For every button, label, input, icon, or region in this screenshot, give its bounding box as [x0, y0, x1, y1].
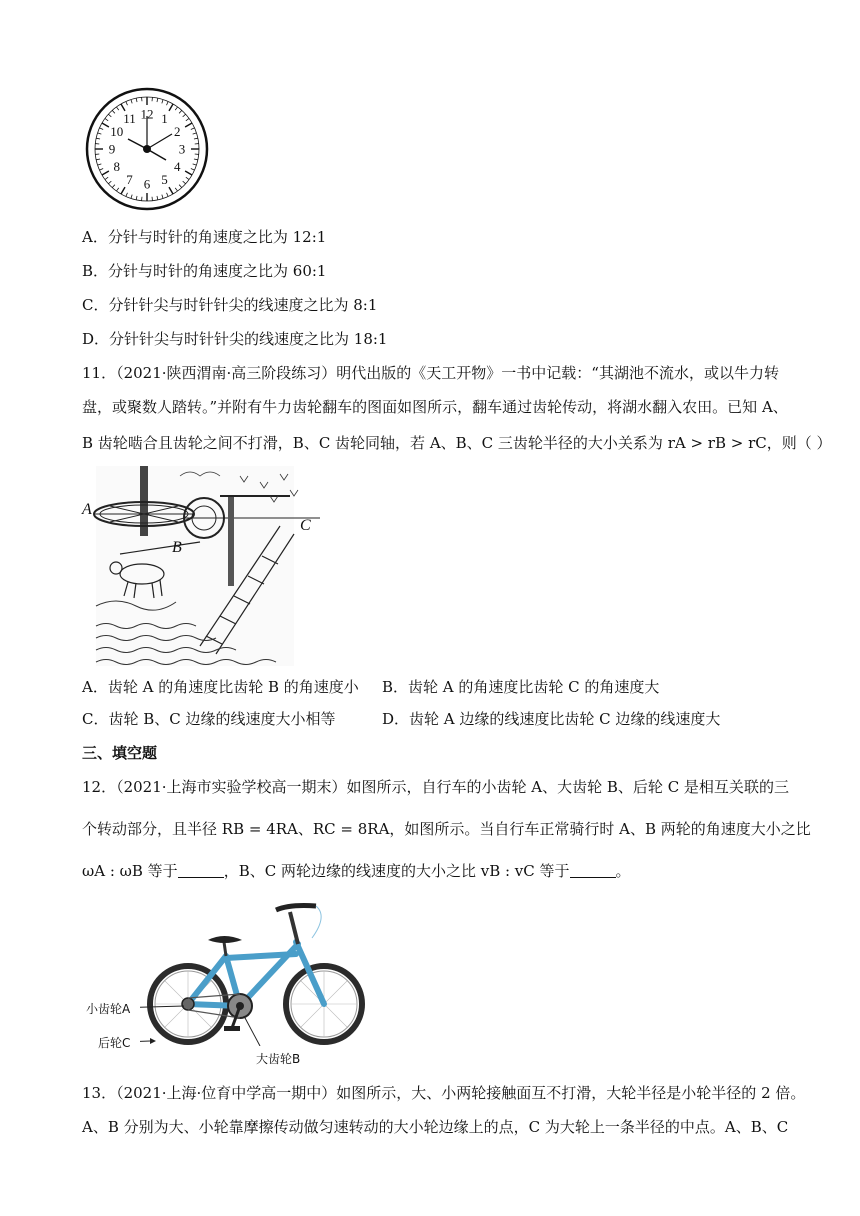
- clock-tick: [96, 138, 100, 139]
- clock-tick: [175, 107, 177, 110]
- clock-tick: [108, 114, 111, 117]
- q12-stem-line3: [82, 860, 631, 882]
- clock-tick: [126, 101, 128, 105]
- clock-tick: [126, 193, 128, 197]
- clock-tick: [157, 98, 158, 102]
- clock-tick: [116, 107, 118, 110]
- clock-tick: [136, 98, 137, 102]
- clock-tick: [136, 196, 137, 200]
- clock-number: 1: [161, 111, 168, 127]
- q12-blank-2[interactable]: [570, 863, 616, 878]
- bike-label-rear-wheel: 后轮C: [98, 1036, 131, 1050]
- clock-tick: [121, 187, 125, 194]
- q12-ratio-v: ，B、C 两轮边缘的线速度的大小之比 vB : vC 等于: [223, 862, 570, 880]
- clock-tick: [179, 110, 182, 113]
- bicycle-figure: [140, 896, 370, 1046]
- q13-stem-line1: 13．（2021·上海·位育中学高一期中）如图所示，大、小两轮接触面互不打滑，大轮半径是小轮半径的 2 倍。: [82, 1084, 806, 1102]
- figure-label-c: C: [300, 517, 311, 534]
- clock-tick: [105, 177, 108, 179]
- q11-stem-line1: 11．（2021·陕西渭南·高三阶段练习）明代出版的《天工开物》一书中记载：“其湖池不流水，或以牛力转: [82, 364, 779, 382]
- q11-option-c: C．齿轮 B、C 边缘的线速度大小相等: [82, 710, 336, 728]
- clock-number: 11: [123, 111, 136, 127]
- q10-option-a: A．分针与时针的角速度之比为 12:1: [82, 228, 327, 246]
- clock-tick: [194, 159, 198, 160]
- q11-option-b: B．齿轮 A 的角速度比齿轮 C 的角速度大: [382, 678, 660, 696]
- clock-tick: [183, 114, 186, 117]
- clock-tick: [194, 138, 198, 139]
- clock-number: 3: [178, 141, 186, 157]
- q11-option-a: A．齿轮 A 的角速度比齿轮 B 的角速度小: [82, 678, 359, 696]
- clock-number: 10: [110, 124, 124, 139]
- q12-stem-line1: 12．（2021·上海市实验学校高一期末）如图所示，自行车的小齿轮 A、大齿轮 B、后轮 C 是相互关联的三: [82, 778, 789, 796]
- clock-tick: [169, 187, 173, 194]
- clock-tick: [99, 128, 103, 130]
- clock-tick: [108, 181, 111, 184]
- clock-tick: [98, 164, 102, 165]
- q12-end: 。: [615, 862, 631, 880]
- q12-stem-line2: 个转动部分，且半径 RB = 4RA、RC = 8RA，如图所示。当自行车正常骑行时 A、B 两轮的角速度大小之比: [82, 820, 811, 838]
- clock-tick: [121, 104, 125, 111]
- figure-label-b: B: [172, 539, 182, 556]
- clock-tick: [162, 100, 163, 104]
- clock-tick: [98, 133, 102, 134]
- clock-tick: [191, 128, 195, 130]
- clock-number: 7: [126, 171, 133, 187]
- clock-tick: [99, 169, 103, 171]
- clock-tick: [105, 118, 108, 120]
- clock-tick: [185, 171, 192, 175]
- clock-tick: [193, 133, 197, 134]
- bike-label-small-gear: 小齿轮A: [86, 1002, 131, 1016]
- clock-tick: [179, 185, 182, 188]
- q11-stem-line2: 盘，或聚数人踏转。”并附有牛力齿轮翻车的图面如图所示，翻车通过齿轮传动，将湖水翻入农田。已知 A、: [82, 398, 788, 416]
- clock-tick: [112, 185, 115, 188]
- clock-tick: [102, 171, 109, 175]
- clock-tick: [183, 181, 186, 184]
- clock-tick: [193, 164, 197, 165]
- clock-tick: [167, 101, 169, 105]
- figure-label-a: A: [82, 501, 92, 518]
- clock-tick: [96, 159, 100, 160]
- gear-waterwheel-figure: [80, 466, 320, 666]
- clock-tick: [169, 104, 173, 111]
- clock-number: 9: [108, 141, 116, 157]
- q10-option-d: D．分针针尖与时针针尖的线速度之比为 18:1: [82, 330, 388, 348]
- clock-tick: [157, 196, 158, 200]
- clock-number: 6: [143, 176, 151, 192]
- clock-number: 2: [174, 124, 181, 139]
- clock-tick: [131, 195, 132, 199]
- clock-tick: [102, 123, 109, 127]
- clock-tick: [186, 177, 189, 179]
- q10-option-b: B．分针与时针的角速度之比为 60:1: [82, 262, 327, 280]
- clock-tick: [112, 110, 115, 113]
- clock-tick: [186, 118, 189, 120]
- clock-tick: [116, 188, 118, 191]
- q10-option-c: C．分针针尖与时针针尖的线速度之比为 8:1: [82, 296, 378, 314]
- clock-tick: [185, 123, 192, 127]
- clock-tick: [162, 195, 163, 199]
- clock-tick: [167, 193, 169, 197]
- q12-blank-1[interactable]: [178, 863, 224, 878]
- clock-number: 8: [113, 159, 120, 174]
- section-title: 三、填空题: [82, 744, 158, 762]
- bike-label-big-gear: 大齿轮B: [256, 1052, 301, 1066]
- q12-ratio-omega: ωA : ωB 等于: [82, 862, 178, 880]
- clock-tick: [175, 188, 177, 191]
- q11-option-d: D．齿轮 A 边缘的线速度比齿轮 C 边缘的线速度大: [382, 710, 721, 728]
- q11-stem-line3: B 齿轮啮合且齿轮之间不打滑，B、C 齿轮同轴，若 A、B、C 三齿轮半径的大小关系为 rA > rB > rC，则（ ）: [82, 434, 832, 452]
- clock-number: 12: [140, 106, 154, 122]
- clock-figure: [84, 86, 210, 212]
- clock-number: 4: [174, 159, 181, 174]
- q13-stem-line2: A、B 分别为大、小轮靠摩擦传动做匀速转动的大小轮边缘上的点，C 为大轮上一条半径的中点。A、B、C: [82, 1118, 789, 1136]
- clock-tick: [191, 169, 195, 171]
- clock-tick: [131, 100, 132, 104]
- clock-number: 5: [161, 171, 168, 187]
